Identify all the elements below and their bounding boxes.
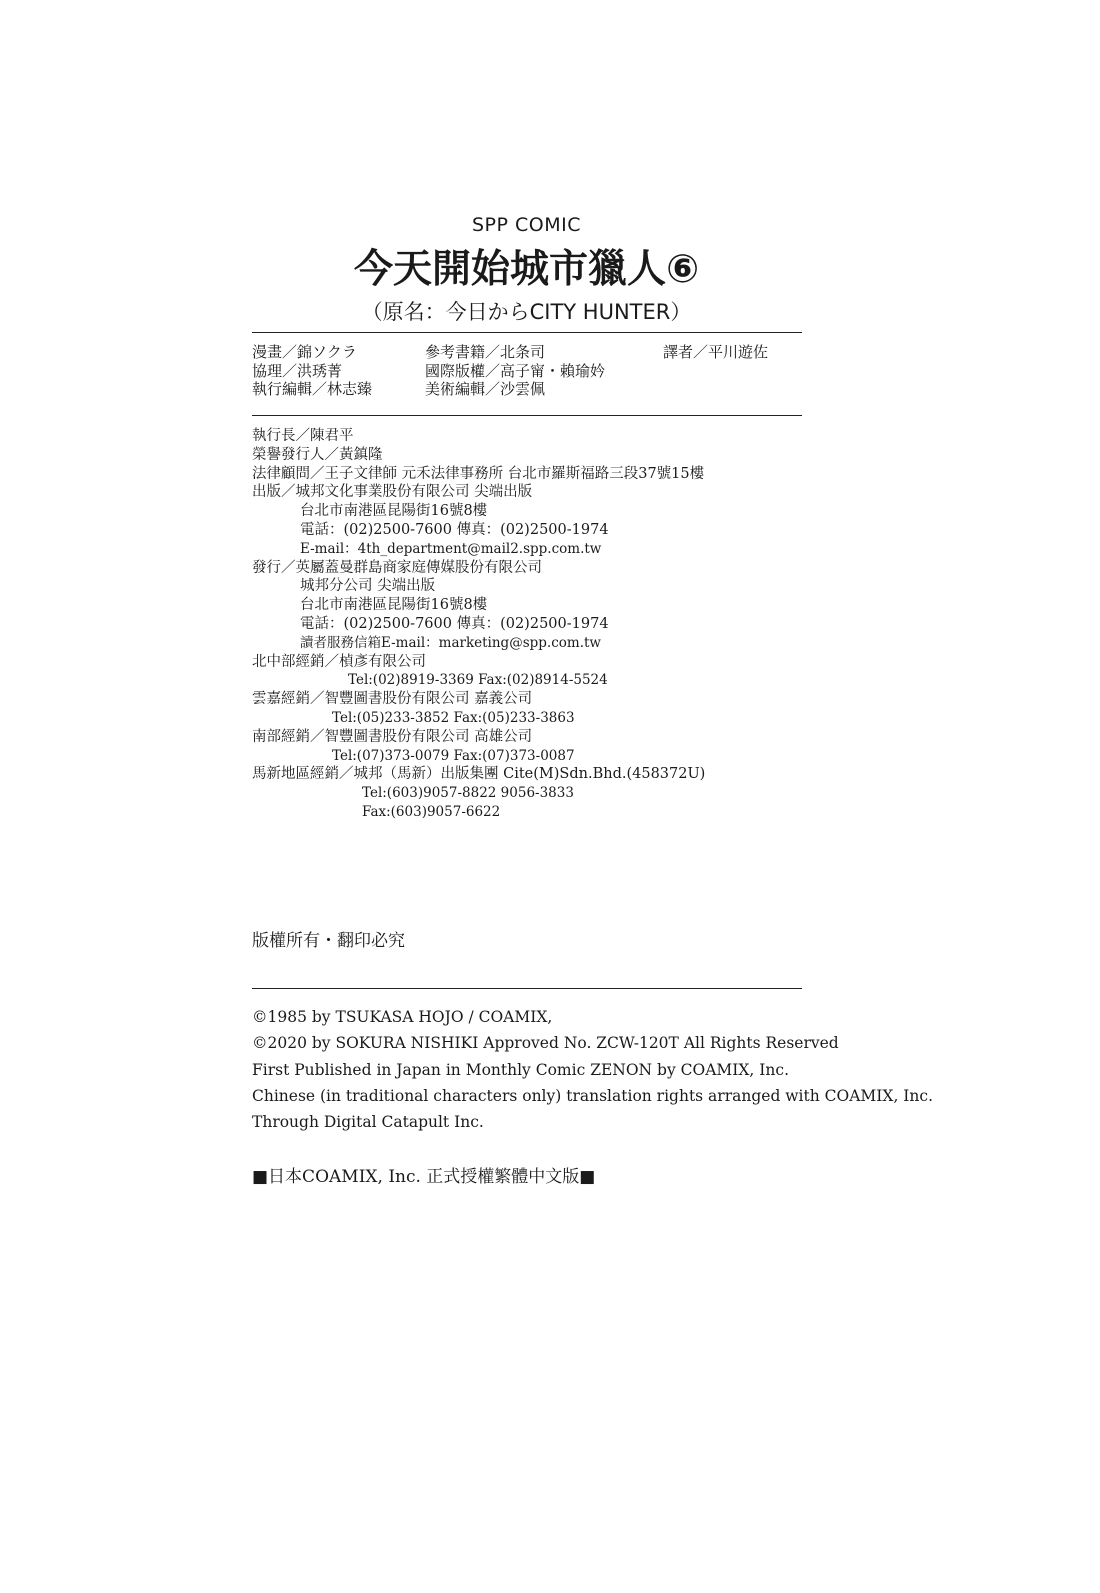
south-dealer: 南部經銷／智豐圖書股份有限公司 高雄公司 [252, 728, 533, 745]
distributor-address: 台北市南港區昆陽街16號8樓 [300, 597, 488, 614]
yunjia-contact: Tel:(05)233-3852 Fax:(05)233-3863 [332, 709, 575, 726]
credit-intl-rights: 國際版權／高子甯・賴瑜妗 [425, 361, 606, 380]
credit-manager: 協理／洪琇菁 [252, 361, 343, 380]
divider-middle [252, 415, 802, 416]
series-label: SPP COMIC [472, 214, 581, 236]
first-published-line: First Published in Japan in Monthly Comic ZENON by COAMIX, Inc. [252, 1060, 789, 1079]
credit-art-editor: 美術編輯／沙雲佩 [425, 380, 546, 399]
south-contact: Tel:(07)373-0079 Fax:(07)373-0087 [332, 747, 575, 764]
credit-reference: 參考書籍／北条司 [425, 343, 546, 361]
credit-translator: 譯者／平川遊佐 [663, 343, 769, 361]
publisher-name: 出版／城邦文化事業股份有限公司 尖端出版 [252, 484, 533, 501]
publisher-email: E-mail：4th_department@mail2.spp.com.tw [300, 540, 602, 557]
divider-bottom [252, 988, 802, 989]
credits-column-3 [663, 343, 768, 362]
credits-column-1 [252, 343, 372, 399]
credits-column-2 [425, 343, 605, 399]
translation-rights-line: Chinese (in traditional characters only) translation rights arranged with COAMIX, Inc. [252, 1086, 934, 1105]
malaysia-singapore-tel: Tel:(603)9057-8822 9056-3833 [362, 785, 574, 802]
credit-exec-editor: 執行編輯／林志臻 [252, 380, 373, 399]
distributor-phone: 電話：(02)2500-7600 傳真：(02)2500-1974 [300, 615, 609, 632]
north-central-contact: Tel:(02)8919-3369 Fax:(02)8914-5524 [348, 672, 608, 689]
copyright-block [252, 1004, 933, 1135]
book-title: 今天開始城市獵人⑥ [353, 247, 700, 292]
yunjia-dealer: 雲嘉經銷／智豐圖書股份有限公司 嘉義公司 [252, 691, 533, 708]
legal-counsel: 法律顧問／王子文律師 元禾法律事務所 台北市羅斯福路三段37號15樓 [252, 465, 705, 482]
publishing-info [252, 427, 705, 822]
distributor-name: 發行／英屬蓋曼群島商家庭傳媒股份有限公司 [252, 559, 542, 576]
divider-top [252, 332, 802, 333]
agency-line: Through Digital Catapult Inc. [252, 1113, 484, 1132]
honorary-publisher: 榮譽發行人／黃鎮隆 [252, 446, 383, 463]
credit-manga: 漫畫／錦ソクラ [252, 343, 357, 361]
copyright-line-adaptation: ©2020 by SOKURA NISHIKI Approved No. ZCW-120T All Rights Reserved [252, 1034, 839, 1053]
reader-service-email: 讀者服務信箱E-mail：marketing@spp.com.tw [300, 634, 601, 651]
publisher-address: 台北市南港區昆陽街16號8樓 [300, 503, 488, 520]
original-title: （原名：今日からCITY HUNTER） [361, 300, 692, 324]
authorization-notice: ■日本COAMIX, Inc. 正式授權繁體中文版■ [252, 1167, 596, 1187]
north-central-dealer: 北中部經銷／楨彥有限公司 [252, 653, 426, 670]
publisher-ceo: 執行長／陳君平 [252, 428, 354, 444]
distributor-branch: 城邦分公司 尖端出版 [300, 578, 436, 595]
publisher-phone: 電話：(02)2500-7600 傳真：(02)2500-1974 [300, 521, 609, 538]
rights-notice: 版權所有・翻印必究 [252, 931, 405, 951]
malaysia-singapore-fax: Fax:(603)9057-6622 [362, 803, 501, 820]
malaysia-singapore-dealer: 馬新地區經銷／城邦（馬新）出版集團 Cite(M)Sdn.Bhd.(458372U) [252, 766, 706, 783]
copyright-line-original: ©1985 by TSUKASA HOJO / COAMIX, [252, 1008, 553, 1026]
